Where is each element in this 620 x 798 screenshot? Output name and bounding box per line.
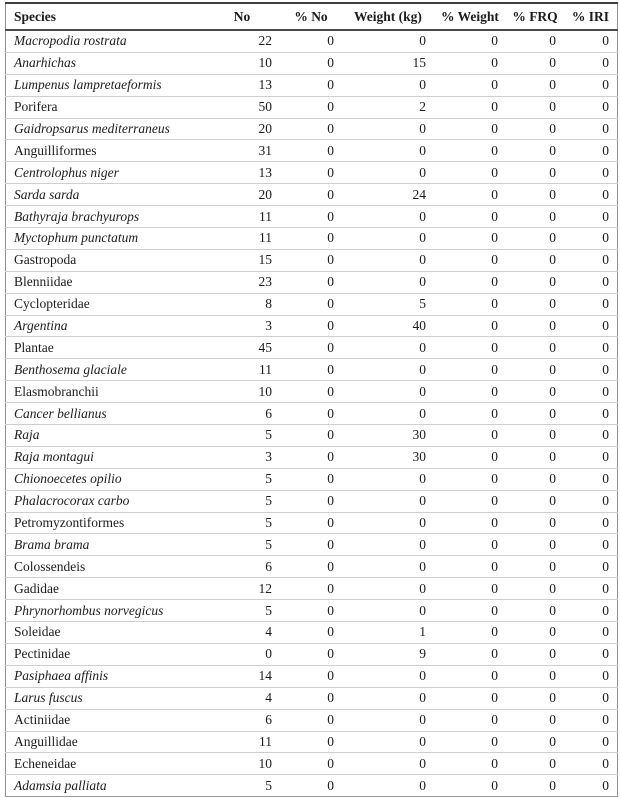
cell-pct-no: 0 [280,96,342,118]
cell-no: 5 [204,468,280,490]
table-row [6,731,618,753]
species-name: Centrolophus niger [6,162,205,184]
cell-pct-frq: 0 [506,512,564,534]
cell-pct-iri: 0 [564,74,618,96]
cell-pct-frq: 0 [506,249,564,271]
cell-pct-weight: 0 [434,643,506,665]
table-row [6,118,618,140]
cell-no: 15 [204,249,280,271]
cell-pct-no: 0 [280,753,342,775]
cell-pct-frq: 0 [506,468,564,490]
species-name: Argentina [6,315,205,337]
cell-weight-kg: 0 [419,777,426,793]
cell-pct-no: 0 [280,381,342,403]
cell-weight-kg: 0 [342,162,434,184]
species-table [5,2,618,797]
cell-weight-kg: 0 [342,534,434,556]
cell-pct-weight: 0 [434,556,506,578]
cell-pct-weight: 0 [434,446,506,468]
table-row [6,446,618,468]
cell-weight-kg: 0 [342,687,434,709]
cell-pct-weight: 0 [434,249,506,271]
cell-pct-frq: 0 [506,30,564,52]
table-row [6,74,618,96]
cell-pct-iri: 0 [564,622,618,644]
cell-pct-frq: 0 [506,643,564,665]
cell-pct-no: 0 [280,228,342,250]
cell-pct-iri: 0 [564,184,618,206]
cell-pct-weight: 0 [434,753,506,775]
cell-pct-weight: 0 [434,600,506,622]
cell-weight-kg: 0 [342,709,434,731]
cell-pct-frq: 0 [506,184,564,206]
cell-weight-kg: 30 [342,446,434,468]
cell-pct-iri: 0 [564,30,618,52]
cell-pct-weight: 0 [434,359,506,381]
cell-no: 5 [204,490,280,512]
cell-pct-frq: 0 [506,118,564,140]
cell-pct-iri: 0 [564,556,618,578]
cell-pct-iri: 0 [564,140,618,162]
table-row [6,709,618,731]
table-row [6,753,618,775]
cell-pct-no: 0 [280,578,342,600]
table-row [6,30,618,52]
species-name: Raja [6,425,205,447]
table-row [6,359,618,381]
cell-pct-iri: 0 [564,52,618,74]
cell-weight-kg: 0 [342,337,434,359]
cell-pct-frq: 0 [506,359,564,381]
cell-pct-iri: 0 [564,249,618,271]
header-row [6,3,618,30]
species-name: Plantae [6,337,205,359]
cell-pct-weight: 0 [434,118,506,140]
table-row [6,600,618,622]
cell-pct-no: 0 [280,425,342,447]
cell-pct-weight: 0 [434,665,506,687]
cell-pct-weight: 0 [434,337,506,359]
table-row [6,643,618,665]
table-row [6,337,618,359]
cell-pct-weight: 0 [434,315,506,337]
cell-weight-kg: 0 [342,359,434,381]
cell-pct-frq: 0 [506,271,564,293]
cell-pct-frq: 0 [506,709,564,731]
cell-pct-weight: 0 [434,140,506,162]
cell-weight-kg: 1 [342,622,434,644]
cell-weight-kg: 0 [342,381,434,403]
table-row [6,228,618,250]
cell-pct-frq: 0 [506,600,564,622]
column-header-weight-kg: Weight (kg) [342,3,434,30]
cell-pct-iri: 0 [564,403,618,425]
cell-no: 0 [204,643,280,665]
cell-pct-no: 0 [280,490,342,512]
cell-no: 13 [204,74,280,96]
cell-pct-no: 0 [280,30,342,52]
cell-pct-no: 0 [280,665,342,687]
cell-pct-iri: 0 [564,731,618,753]
cell-pct-frq: 0 [506,622,564,644]
cell-pct-frq: 0 [506,315,564,337]
cell-pct-iri: 0 [602,777,609,793]
cell-no: 10 [204,381,280,403]
cell-pct-frq: 0 [506,337,564,359]
page [0,2,620,798]
cell-pct-iri: 0 [564,578,618,600]
cell-pct-no: 0 [280,687,342,709]
column-header-pct-frq: % FRQ [506,3,564,30]
cell-pct-no: 0 [280,534,342,556]
cell-pct-no: 0 [280,118,342,140]
cell-pct-no: 0 [327,777,334,793]
cell-pct-weight: 0 [434,206,506,228]
cell-weight-kg: 0 [342,578,434,600]
table-row [6,578,618,600]
cell-pct-iri: 0 [564,228,618,250]
column-header-pct-weight: % Weight [434,3,506,30]
table-row [6,52,618,74]
cell-pct-iri: 0 [564,512,618,534]
cell-pct-weight: 0 [434,30,506,52]
cell-no: 10 [204,52,280,74]
cell-no: 22 [204,30,280,52]
cell-weight-kg: 0 [342,249,434,271]
cell-pct-frq: 0 [506,228,564,250]
cell-pct-frq: 0 [506,206,564,228]
cell-pct-iri: 0 [564,271,618,293]
cell-pct-frq: 0 [506,96,564,118]
cell-pct-no: 0 [280,709,342,731]
cell-no: 6 [204,403,280,425]
table-row [6,381,618,403]
table-row [6,490,618,512]
species-name: Elasmobranchii [6,381,205,403]
cell-no: 6 [204,556,280,578]
cell-pct-iri: 0 [564,665,618,687]
cell-pct-weight: 0 [434,687,506,709]
cell-weight-kg: 0 [342,118,434,140]
cell-pct-no: 0 [280,293,342,315]
cell-pct-no: 0 [280,271,342,293]
cell-pct-weight: 0 [434,622,506,644]
cell-weight-kg: 0 [342,731,434,753]
cell-pct-no: 0 [280,359,342,381]
cell-pct-weight: 0 [434,534,506,556]
cell-no: 6 [204,709,280,731]
species-name: Raja montagui [6,446,205,468]
cell-pct-weight: 0 [434,293,506,315]
table-row [6,622,618,644]
species-name: Soleidae [6,622,205,644]
cell-weight-kg: 24 [342,184,434,206]
cell-weight-kg: 0 [342,30,434,52]
cell-pct-weight: 0 [434,162,506,184]
species-name: Actiniidae [6,709,205,731]
cell-weight-kg: 0 [342,74,434,96]
cell-weight-kg: 0 [342,468,434,490]
species-name: Larus fuscus [6,687,205,709]
cell-pct-weight: 0 [491,777,498,793]
table-row [6,534,618,556]
table-row [6,162,618,184]
cell-pct-iri: 0 [564,490,618,512]
cell-pct-iri: 0 [564,709,618,731]
cell-pct-frq: 0 [549,777,556,793]
cell-weight-kg: 0 [342,403,434,425]
table-row [6,665,618,687]
cell-weight-kg: 30 [342,425,434,447]
column-header-species: Species [6,3,205,30]
cell-no: 14 [204,665,280,687]
cell-pct-iri: 0 [564,381,618,403]
cell-no: 4 [204,622,280,644]
cell-no: 5 [204,600,280,622]
cell-pct-iri: 0 [564,425,618,447]
cell-pct-weight: 0 [434,52,506,74]
cell-pct-iri: 0 [564,534,618,556]
table-row [6,775,618,797]
cell-pct-no: 0 [280,74,342,96]
cell-pct-frq: 0 [506,578,564,600]
table-header [6,3,618,30]
cell-pct-frq: 0 [506,162,564,184]
table-row [6,206,618,228]
cell-no: 31 [204,140,280,162]
cell-pct-weight: 0 [434,578,506,600]
cell-no: 3 [204,315,280,337]
species-name: Sarda sarda [6,184,205,206]
cell-pct-weight: 0 [434,96,506,118]
cell-pct-weight: 0 [434,425,506,447]
cell-pct-no: 0 [280,52,342,74]
cell-pct-frq: 0 [506,556,564,578]
species-name: Macropodia rostrata [6,30,205,52]
species-name: Echeneidae [6,753,205,775]
cell-pct-no: 0 [280,337,342,359]
cell-pct-frq: 0 [506,687,564,709]
species-name: Pectinidae [6,643,205,665]
cell-pct-no: 0 [280,556,342,578]
species-name: Petromyzontiformes [6,512,205,534]
species-name: Chionoecetes opilio [6,468,205,490]
cell-weight-kg: 0 [342,665,434,687]
cell-no: 20 [204,184,280,206]
table-row [6,249,618,271]
species-name: Porifera [6,96,205,118]
cell-pct-weight: 0 [434,490,506,512]
species-name: Anarhichas [6,52,205,74]
species-name: Cancer bellianus [6,403,205,425]
species-name: Adamsia palliata [14,777,107,793]
cell-pct-iri: 0 [564,687,618,709]
cell-pct-no: 0 [280,643,342,665]
column-header-no: No [204,3,280,30]
cell-pct-iri: 0 [564,293,618,315]
cell-pct-frq: 0 [506,665,564,687]
species-name: Cyclopteridae [6,293,205,315]
cell-pct-iri: 0 [564,600,618,622]
table-row [6,468,618,490]
cell-weight-kg: 5 [342,293,434,315]
species-name: Blenniidae [6,271,205,293]
species-name: Gaidropsarus mediterraneus [6,118,205,140]
species-name: Phalacrocorax carbo [6,490,205,512]
cell-weight-kg: 2 [342,96,434,118]
cell-no: 3 [204,446,280,468]
cell-pct-no: 0 [280,162,342,184]
cell-no: 5 [204,534,280,556]
cell-pct-weight: 0 [434,271,506,293]
cell-pct-no: 0 [280,403,342,425]
species-name: Lumpenus lampretaeformis [6,74,205,96]
cell-pct-iri: 0 [564,753,618,775]
cell-pct-weight: 0 [434,381,506,403]
table-row [6,140,618,162]
table-body [6,30,618,797]
species-name: Anguilliformes [6,140,205,162]
cell-no: 13 [204,162,280,184]
table-row [6,315,618,337]
species-name: Phrynorhombus norvegicus [6,600,205,622]
cell-pct-frq: 0 [506,425,564,447]
cell-pct-iri: 0 [564,315,618,337]
cell-no: 5 [265,777,272,793]
cell-pct-frq: 0 [506,381,564,403]
cell-pct-iri: 0 [564,468,618,490]
cell-pct-no: 0 [280,184,342,206]
cell-pct-frq: 0 [506,731,564,753]
cell-pct-no: 0 [280,512,342,534]
cell-no: 20 [204,118,280,140]
cell-pct-no: 0 [280,731,342,753]
cell-pct-weight: 0 [434,709,506,731]
table-row [6,512,618,534]
cell-pct-iri: 0 [564,162,618,184]
cell-weight-kg: 0 [342,512,434,534]
cell-no: 45 [204,337,280,359]
cell-pct-frq: 0 [506,74,564,96]
cell-pct-no: 0 [280,600,342,622]
cell-no: 12 [204,578,280,600]
species-name: Benthosema glaciale [6,359,205,381]
cell-pct-no: 0 [280,249,342,271]
species-name: Myctophum punctatum [6,228,205,250]
cell-weight-kg: 15 [342,52,434,74]
cell-pct-frq: 0 [506,140,564,162]
cell-pct-frq: 0 [506,753,564,775]
cell-pct-weight: 0 [434,184,506,206]
cell-weight-kg: 0 [342,490,434,512]
cell-pct-iri: 0 [564,118,618,140]
cell-pct-frq: 0 [506,490,564,512]
column-header-pct-no: % No [280,3,342,30]
cell-pct-frq: 0 [506,446,564,468]
table-row [6,556,618,578]
cell-pct-iri: 0 [564,96,618,118]
species-name: Bathyraja brachyurops [6,206,205,228]
cell-no: 5 [204,512,280,534]
cell-weight-kg: 9 [342,643,434,665]
cell-weight-kg: 0 [342,271,434,293]
species-name: Colossendeis [6,556,205,578]
cell-weight-kg: 0 [342,228,434,250]
cell-pct-weight: 0 [434,228,506,250]
species-name: Brama brama [6,534,205,556]
species-name: Anguillidae [6,731,205,753]
cell-no: 4 [204,687,280,709]
cell-pct-frq: 0 [506,403,564,425]
cell-pct-weight: 0 [434,468,506,490]
cell-no: 11 [204,206,280,228]
table-row [6,293,618,315]
cell-no: 50 [204,96,280,118]
species-name: Gadidae [6,578,205,600]
table-row [6,425,618,447]
cell-no: 10 [204,753,280,775]
cell-no: 23 [204,271,280,293]
cell-pct-iri: 0 [564,446,618,468]
cell-pct-frq: 0 [506,52,564,74]
cell-pct-weight: 0 [434,731,506,753]
cell-no: 8 [204,293,280,315]
cell-pct-iri: 0 [564,643,618,665]
cell-pct-frq: 0 [506,534,564,556]
cell-pct-no: 0 [280,622,342,644]
cell-weight-kg: 40 [342,315,434,337]
cell-pct-no: 0 [280,206,342,228]
cell-weight-kg: 0 [342,206,434,228]
cell-weight-kg: 0 [342,600,434,622]
table-row [6,271,618,293]
cell-pct-frq: 0 [506,293,564,315]
cell-pct-weight: 0 [434,74,506,96]
cell-pct-no: 0 [280,468,342,490]
cell-no: 11 [204,228,280,250]
cell-pct-weight: 0 [434,512,506,534]
cell-pct-no: 0 [280,315,342,337]
cell-pct-no: 0 [280,140,342,162]
cell-weight-kg: 0 [342,753,434,775]
table-row [6,184,618,206]
table-row [6,403,618,425]
cell-pct-no: 0 [280,446,342,468]
species-name: Gastropoda [6,249,205,271]
species-name: Pasiphaea affinis [6,665,205,687]
cell-pct-iri: 0 [564,359,618,381]
cell-pct-iri: 0 [564,206,618,228]
cell-no: 5 [204,425,280,447]
cell-pct-iri: 0 [564,337,618,359]
table-row [6,96,618,118]
cell-weight-kg: 0 [342,556,434,578]
cell-no: 11 [204,731,280,753]
cell-weight-kg: 0 [342,140,434,162]
cell-no: 11 [204,359,280,381]
table-row [6,687,618,709]
column-header-pct-iri: % IRI [564,3,618,30]
cell-pct-weight: 0 [434,403,506,425]
